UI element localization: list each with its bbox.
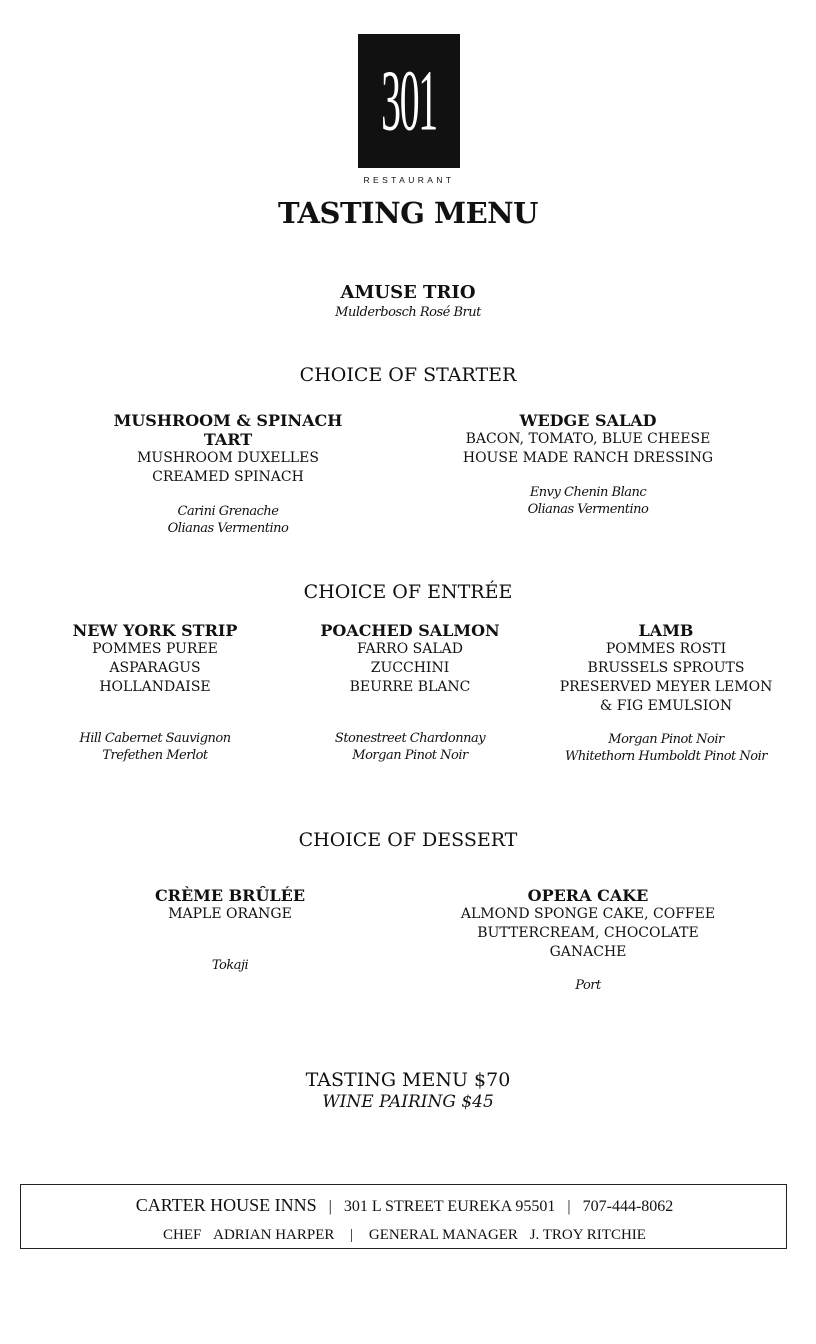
dish-line: FARRO SALAD bbox=[357, 641, 463, 657]
wine-line: Whitethorn Humboldt Pinot Noir bbox=[564, 749, 767, 764]
wine-line: Olianas Vermentino bbox=[167, 521, 289, 536]
dish-line: POMMES PUREE bbox=[92, 641, 218, 657]
entree-dish-3 bbox=[546, 621, 786, 765]
logo-subtitle: RESTAURANT bbox=[363, 175, 455, 185]
wine-line: Hill Cabernet Sauvignon bbox=[79, 731, 231, 746]
wine-line: Olianas Vermentino bbox=[527, 502, 649, 517]
logo bbox=[358, 34, 460, 168]
starter-dish-1 bbox=[88, 411, 368, 537]
dish-line: ALMOND SPONGE CAKE, COFFEE bbox=[460, 906, 716, 922]
footer-staff-line bbox=[21, 1227, 788, 1244]
wine-line: Envy Chenin Blanc bbox=[529, 485, 647, 500]
dish-name: CRÈME BRÛLÉE bbox=[154, 886, 306, 905]
dish-line: BACON, TOMATO, BLUE CHEESE bbox=[465, 431, 711, 447]
logo-number: 301 bbox=[381, 52, 437, 149]
wine-line: Trefethen Merlot bbox=[102, 748, 208, 763]
dish-name: WEDGE SALAD bbox=[519, 411, 657, 430]
wine-line: Port bbox=[575, 978, 601, 993]
starter-dish-2 bbox=[438, 411, 738, 518]
dish-name: POACHED SALMON bbox=[320, 621, 500, 640]
chef-name: ADRIAN HARPER bbox=[213, 1227, 335, 1243]
dish-line: MAPLE ORANGE bbox=[168, 906, 292, 922]
dish-line: HOUSE MADE RANCH DRESSING bbox=[462, 450, 714, 466]
wine-pairing-price: WINE PAIRING $45 bbox=[322, 1092, 494, 1112]
footer-phone: 707-444-8062 bbox=[582, 1198, 674, 1215]
separator: | bbox=[328, 1198, 332, 1215]
dish-line: MUSHROOM DUXELLES bbox=[137, 450, 319, 466]
chef-label: CHEF bbox=[163, 1227, 202, 1243]
dish-name: MUSHROOM & SPINACH TART bbox=[113, 411, 343, 449]
dish-name: OPERA CAKE bbox=[527, 886, 649, 905]
wine-line: Morgan Pinot Noir bbox=[352, 748, 468, 763]
dish-line: ASPARAGUS bbox=[109, 660, 201, 676]
dish-name: LAMB bbox=[638, 621, 694, 640]
dish-line: PRESERVED MEYER LEMON bbox=[559, 679, 773, 695]
dish-line: CREAMED SPINACH bbox=[152, 469, 304, 485]
dessert-dish-1 bbox=[100, 886, 360, 974]
wine-line: Stonestreet Chardonnay bbox=[334, 731, 486, 746]
dish-line: BRUSSELS SPROUTS bbox=[587, 660, 745, 676]
entree-heading: CHOICE OF ENTRÉE bbox=[303, 581, 513, 603]
amuse-name: AMUSE TRIO bbox=[340, 282, 476, 303]
separator: | bbox=[350, 1227, 354, 1243]
starter-heading: CHOICE OF STARTER bbox=[299, 364, 517, 386]
wine-line: Morgan Pinot Noir bbox=[608, 732, 724, 747]
footer-address: 301 L STREET EUREKA 95501 bbox=[343, 1198, 556, 1215]
wine-line: Carini Grenache bbox=[177, 504, 279, 519]
dish-line: & FIG EMULSION bbox=[599, 698, 733, 714]
dish-line: POMMES ROSTI bbox=[605, 641, 727, 657]
amuse-section bbox=[0, 282, 816, 321]
dish-line: BUTTERCREAM, CHOCOLATE GANACHE bbox=[477, 925, 699, 960]
tasting-menu-price: TASTING MENU $70 bbox=[305, 1069, 511, 1091]
entree-dish-2 bbox=[295, 621, 525, 764]
footer-contact-line bbox=[21, 1195, 788, 1216]
dish-line: HOLLANDAISE bbox=[99, 679, 211, 695]
dish-line: BEURRE BLANC bbox=[349, 679, 471, 695]
dish-line: ZUCCHINI bbox=[370, 660, 450, 676]
entree-dish-1 bbox=[40, 621, 270, 764]
menu-title: TASTING MENU bbox=[278, 196, 538, 230]
footer-business: CARTER HOUSE INNS bbox=[135, 1195, 317, 1215]
gm-name: J. TROY RITCHIE bbox=[529, 1227, 646, 1243]
gm-label: GENERAL MANAGER bbox=[368, 1227, 518, 1243]
separator: | bbox=[567, 1198, 571, 1215]
dessert-heading: CHOICE OF DESSERT bbox=[298, 829, 518, 851]
wine-line: Tokaji bbox=[211, 958, 249, 973]
dessert-dish-2 bbox=[438, 886, 738, 994]
amuse-wine: Mulderbosch Rosé Brut bbox=[335, 305, 481, 320]
dish-name: NEW YORK STRIP bbox=[72, 621, 238, 640]
footer-box bbox=[20, 1184, 787, 1249]
